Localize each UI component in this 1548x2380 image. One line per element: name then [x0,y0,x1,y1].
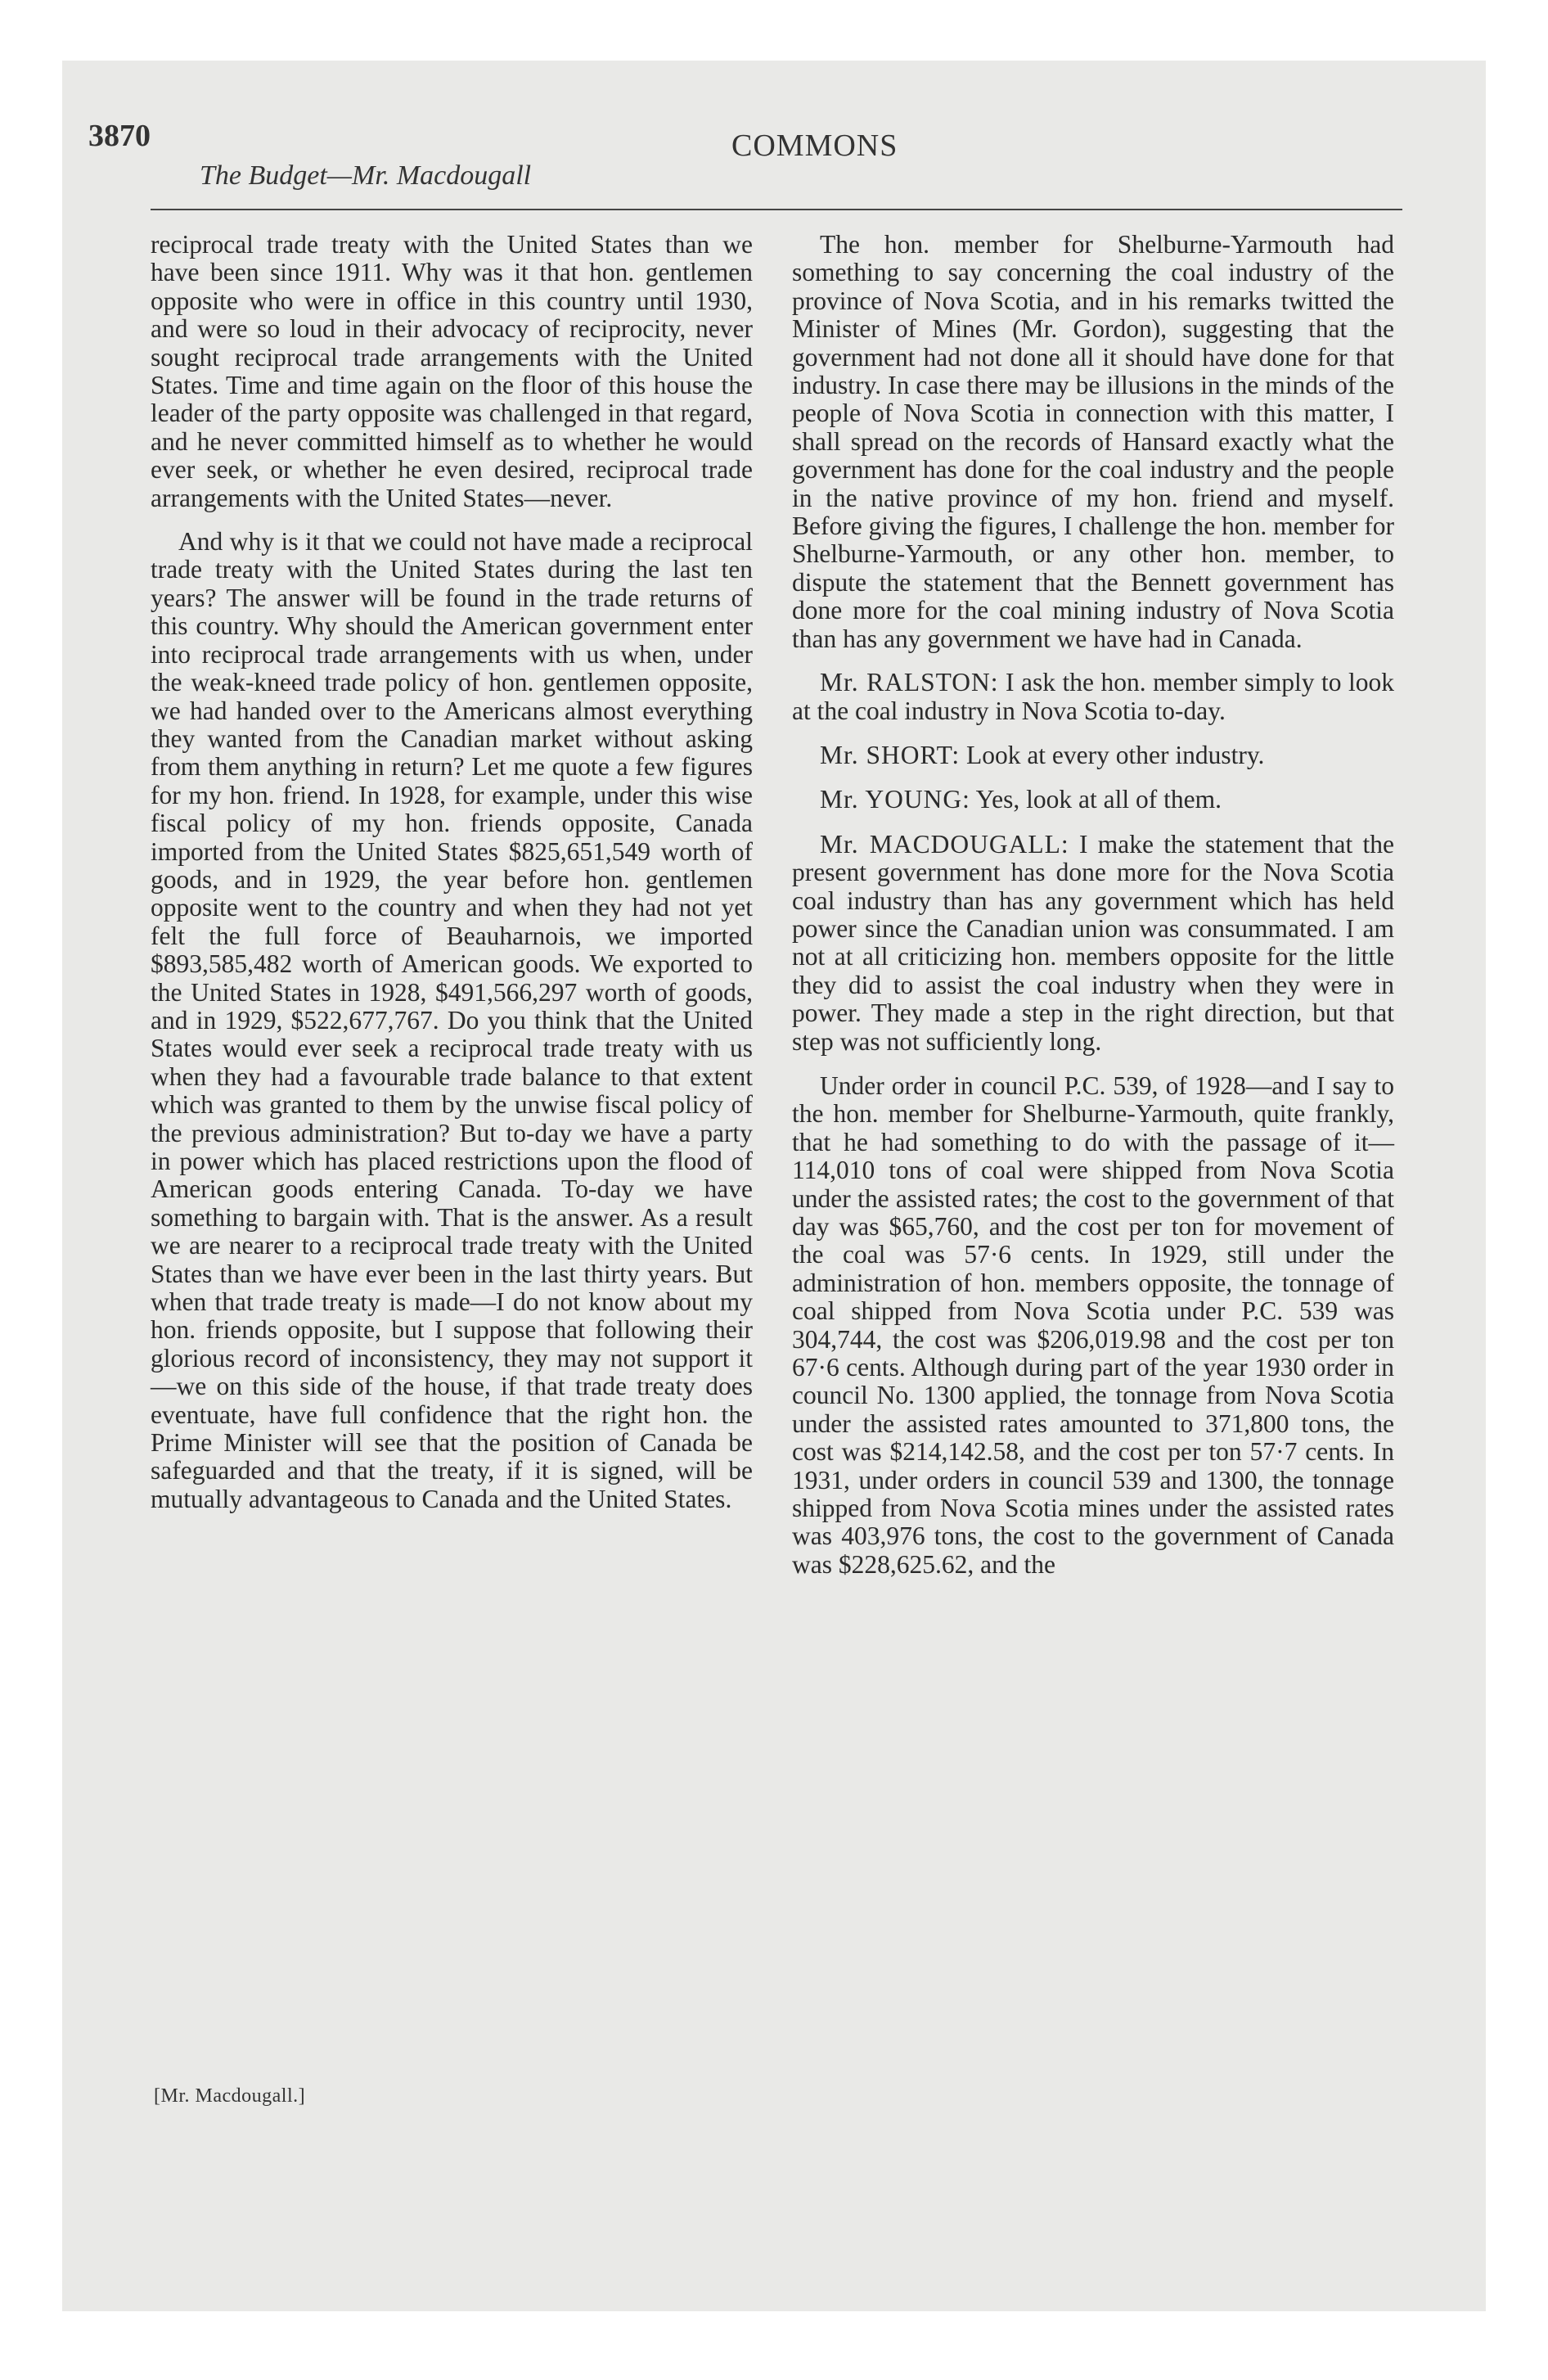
speech-text: Look at every other industry. [965,740,1265,769]
speaker-name: Mr. YOUNG: [820,785,970,814]
speech-text: Yes, look at all of them. [975,785,1222,814]
section-title: COMMONS [731,128,898,163]
speech-short [792,741,1394,769]
page-number: 3870 [88,119,151,153]
paragraph: The hon. member for Shelburne-Yarmouth had something to say concerning the coal industry of the province of Nova Scotia, and in his remarks twitted the Minister of Mines (Mr. Gordon), suggesting that the government had not done all it should have done for that industry. In case there may be illusions in the minds of the people of Nova Scotia in connection with this matter, I shall spread on the records of Hansard exactly what the government has done for the coal industry and the people in the native province of my hon. friend and myself. Before giving the figures, I challenge the hon. member for Shelburne-Yarmouth, or any other hon. member, to dispute the statement that the Bennett government has done more for the coal mining industry of Nova Scotia than has any government we have had in Canada. [792,230,1394,653]
speech-young [792,786,1394,814]
header-rule [151,209,1402,210]
paragraph: reciprocal trade treaty with the United States than we have been since 1911. Why was it that hon. gentlemen opposite who were in office in this country until 1930, and were so loud in their advocacy of reciprocity, never sought reciprocal trade arrangements with the United States. Time and time again on the floor of this house the leader of the party opposite was challenged in that regard, and he never committed himself as to whether he would ever seek, or whether he even desired, reciprocal trade arrangements with the United States—never. [151,230,753,512]
speech-ralston [792,669,1394,725]
speaker-name: Mr. RALSTON: [820,668,999,697]
speaker-name: Mr. MACDOUGALL: [820,829,1069,859]
paragraph: Under order in council P.C. 539, of 1928—and I say to the hon. member for Shelburne-Yarmouth, quite frankly, that he had something to do with the passage of it—114,010 tons of coal were shipped from Nova Scotia under the assisted rates; the cost to the government of that day was $65,760, and the cost per ton for movement of the coal was 57·6 cents. In 1929, still under the administration of hon. members opposite, the tonnage of coal shipped from Nova Scotia under P.C. 539 was 304,744, the cost was $206,019.98 and the cost per ton 67·6 cents. Although during part of the year 1930 order in council No. 1300 applied, the tonnage from Nova Scotia under the assisted rates amounted to 371,800 tons, the cost was $214,142.58, and the cost per ton 57·7 cents. In 1931, under orders in council 539 and 1300, the tonnage shipped from Nova Scotia mines under the assisted rates was 403,976 tons, the cost to the government of Canada was $228,625.62, and the [792,1071,1394,1579]
speech-text: I ask the hon. member simply to look at the coal industry in Nova Scotia to-day. [792,668,1394,725]
left-column [151,231,753,1529]
running-head: The Budget—Mr. Macdougall [200,160,532,191]
paragraph: And why is it that we could not have made a reciprocal trade treaty with the United States during the last ten years? The answer will be found in the trade returns of this country. Why should the American government enter into reciprocal trade arrangements with us when, under the weak-kneed trade policy of hon. gentlemen opposite, we had handed over to the Americans almost everything they wanted from the Canadian market without asking from them anything in return? Let me quote a few figures for my hon. friend. In 1928, for example, under this wise fiscal policy of my hon. friends opposite, Canada imported from the United States $825,651,549 worth of goods, and in 1929, the year before hon. gentlemen opposite went to the country and when they had not yet felt the full force of Beauharnois, we imported $893,585,482 worth of American goods. We exported to the United States in 1928, $491,566,297 worth of goods, and in 1929, $522,677,767. Do you think that the United States would ever seek a reciprocal trade treaty with us when they had a favourable trade balance to that extent which was granted to them by the unwise fiscal policy of the previous administration? But to-day we have a party in power which has placed restrictions upon the flood of American goods entering Canada. To-day we have something to bargain with. That is the answer. As a result we are nearer to a reciprocal trade treaty with the United States than we have ever been in the last thirty years. But when that trade treaty is made—I do not know about my hon. friends opposite, but I suppose that following their glorious record of inconsistency, they may not support it—we on this side of the house, if that trade treaty does eventuate, have full confidence that the right hon. the Prime Minister will see that the position of Canada be safeguarded and that the treaty, if it is signed, will be mutually advantageous to Canada and the United States. [151,527,753,1513]
speaker-footnote: [Mr. Macdougall.] [154,2085,306,2107]
speech-macdougall [792,831,1394,1056]
right-column [792,231,1394,1594]
speaker-name: Mr. SHORT: [820,740,961,769]
speech-text: I make the statement that the present government has done more for the Nova Scotia coal industry than has any government which has held power since the Canadian union was consummated. I am not at all criticizing hon. members opposite for the little they did to assist the coal industry when they were in power. They made a step in the right direction, but that step was not sufficiently long. [792,829,1394,1056]
